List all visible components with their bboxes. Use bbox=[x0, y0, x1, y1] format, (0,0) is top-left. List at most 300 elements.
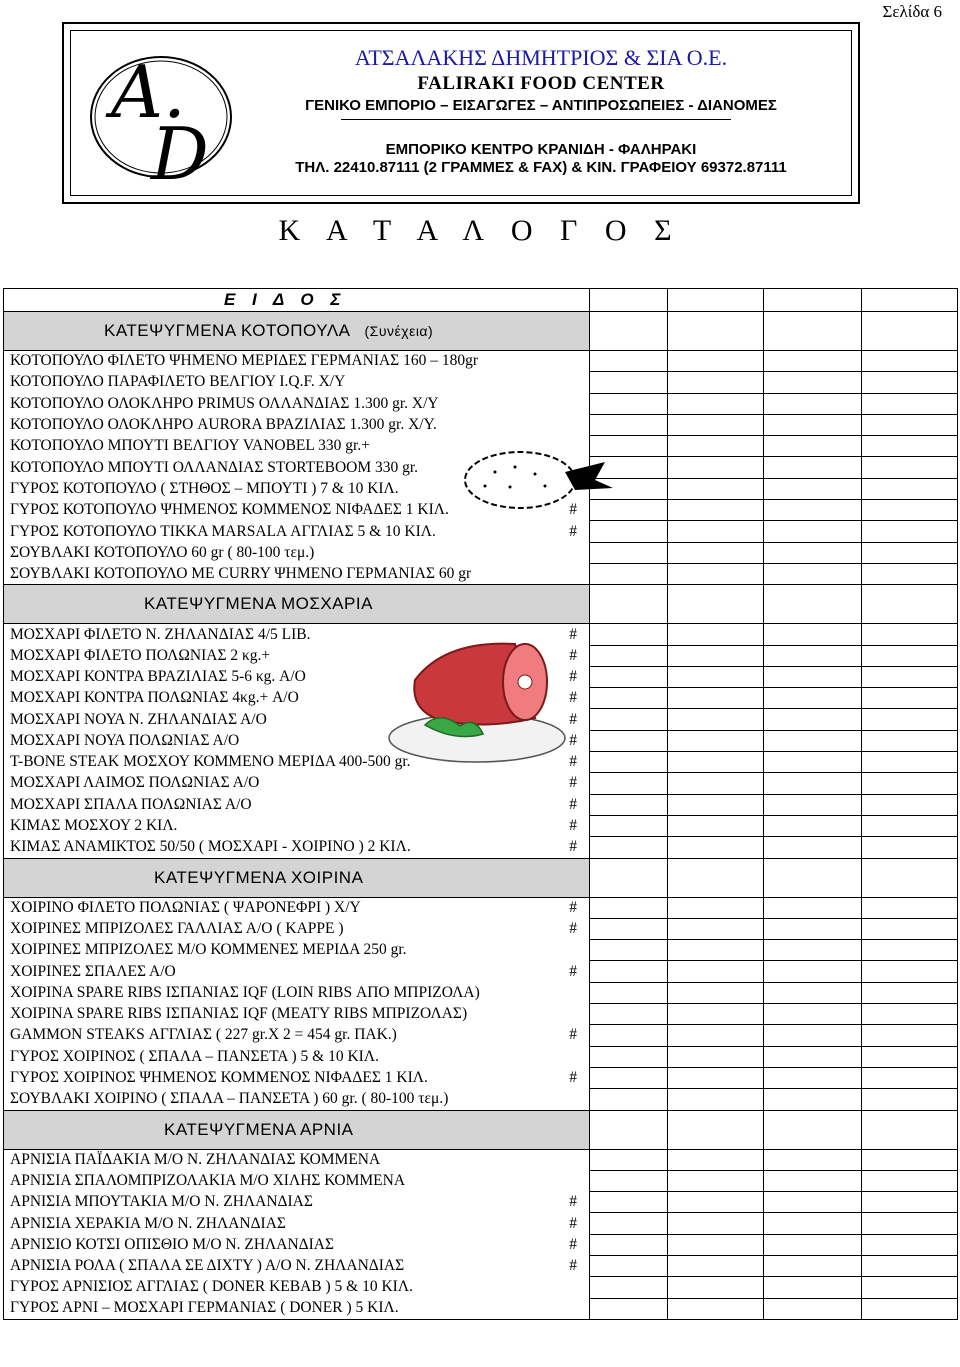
empty-cell bbox=[862, 645, 958, 666]
empty-cell bbox=[590, 289, 668, 312]
empty-cell bbox=[590, 961, 668, 982]
product-row bbox=[4, 1046, 958, 1067]
empty-cell bbox=[590, 1149, 668, 1170]
company-brand: FALIRAKI FOOD CENTER bbox=[417, 73, 665, 94]
product-cell bbox=[4, 1277, 590, 1298]
empty-cell bbox=[590, 688, 668, 709]
empty-cell bbox=[862, 414, 958, 435]
empty-cell bbox=[590, 1067, 668, 1088]
availability-mark: # bbox=[569, 817, 577, 835]
column-header: Ε Ι Δ Ο Σ bbox=[4, 289, 590, 312]
product-row bbox=[4, 414, 958, 435]
product-name: ΚΟΤΟΠΟΥΛΟ ΜΠΟΥΤΙ ΟΛΛΑΝΔΙΑΣ STORTEBOOM 330 gr. bbox=[10, 458, 419, 476]
product-name: ΑΡΝΙΣΙΑ ΧΕΡΑΚΙΑ Μ/Ο Ν. ΖΗΛΑΝΔΙΑΣ bbox=[10, 1214, 286, 1232]
empty-cell bbox=[862, 1298, 958, 1319]
empty-cell bbox=[668, 794, 764, 815]
empty-cell bbox=[764, 858, 862, 897]
empty-cell bbox=[862, 815, 958, 836]
product-name: ΓΥΡΟΣ ΑΡΝΙΣΙΟΣ ΑΓΓΛΙΑΣ ( DONER KEBAB ) 5 & 10 ΚΙΛ. bbox=[10, 1278, 413, 1296]
product-name: ΜΟΣΧΑΡΙ ΝΟΥΑ ΠΟΛΩΝΙΑΣ Α/Ο bbox=[10, 731, 240, 749]
product-row bbox=[4, 1067, 958, 1088]
empty-cell bbox=[764, 1234, 862, 1255]
empty-cell bbox=[668, 372, 764, 393]
product-cell bbox=[4, 521, 590, 542]
empty-cell bbox=[668, 815, 764, 836]
company-address: ΕΜΠΟΡΙΚΟ ΚΕΝΤΡΟ ΚΡΑΝΙΔΗ - ΦΑΛΗΡΑΚΙ bbox=[385, 141, 697, 158]
empty-cell bbox=[862, 1277, 958, 1298]
empty-cell bbox=[668, 752, 764, 773]
empty-cell bbox=[668, 1298, 764, 1319]
section-header-row bbox=[4, 858, 958, 897]
empty-cell bbox=[862, 752, 958, 773]
product-name: ΚΙΜΑΣ ΜΟΣΧΟΥ 2 ΚΙΛ. bbox=[10, 817, 178, 835]
product-row bbox=[4, 815, 958, 836]
empty-cell bbox=[590, 773, 668, 794]
empty-cell bbox=[590, 1046, 668, 1067]
empty-cell bbox=[590, 1110, 668, 1149]
empty-cell bbox=[590, 351, 668, 372]
empty-cell bbox=[668, 1089, 764, 1110]
product-cell bbox=[4, 1089, 590, 1110]
empty-cell bbox=[668, 500, 764, 521]
empty-cell bbox=[862, 457, 958, 478]
product-row bbox=[4, 837, 958, 858]
empty-cell bbox=[668, 709, 764, 730]
empty-cell bbox=[764, 1213, 862, 1234]
product-cell bbox=[4, 837, 590, 858]
empty-cell bbox=[862, 666, 958, 687]
empty-cell bbox=[668, 897, 764, 918]
empty-cell bbox=[764, 436, 862, 457]
empty-cell bbox=[764, 1298, 862, 1319]
product-row bbox=[4, 563, 958, 584]
product-name: ΚΟΤΟΠΟΥΛΟ ΟΛΟΚΛΗΡΟ PRIMUS ΟΛΛΑΝΔΙΑΣ 1.300 gr. Χ/Υ bbox=[10, 394, 439, 412]
product-cell bbox=[4, 563, 590, 584]
availability-mark: # bbox=[569, 1214, 577, 1232]
section-title-text: ΚΑΤΕΨΥΓΜΕΝΑ ΜΟΣΧΑΡΙΑ bbox=[144, 594, 373, 614]
product-cell bbox=[4, 1298, 590, 1319]
availability-mark: # bbox=[569, 838, 577, 856]
empty-cell bbox=[668, 1110, 764, 1149]
empty-cell bbox=[764, 312, 862, 351]
empty-cell bbox=[862, 624, 958, 645]
empty-cell bbox=[590, 1089, 668, 1110]
product-name: ΣΟΥΒΛΑΚΙ ΚΟΤΟΠΟΥΛΟ ΜΕ CURRY ΨΗΜΕΝΟ ΓΕΡΜΑΝΙΑΣ 60 gr bbox=[10, 564, 472, 582]
product-row bbox=[4, 1004, 958, 1025]
section-header-row bbox=[4, 585, 958, 624]
empty-cell bbox=[764, 393, 862, 414]
empty-cell bbox=[590, 837, 668, 858]
empty-cell bbox=[862, 1170, 958, 1191]
empty-cell bbox=[668, 1004, 764, 1025]
availability-mark: # bbox=[569, 774, 577, 792]
empty-cell bbox=[668, 645, 764, 666]
empty-cell bbox=[764, 730, 862, 751]
section-title bbox=[4, 1110, 590, 1149]
empty-cell bbox=[862, 1067, 958, 1088]
empty-cell bbox=[668, 837, 764, 858]
availability-mark: # bbox=[569, 731, 577, 749]
empty-cell bbox=[764, 897, 862, 918]
product-row bbox=[4, 940, 958, 961]
product-name: ΚΟΤΟΠΟΥΛΟ ΠΑΡΑΦΙΛΕΤΟ ΒΕΛΓΙΟΥ I.Q.F. Χ/Υ bbox=[10, 373, 346, 391]
empty-cell bbox=[764, 688, 862, 709]
empty-cell bbox=[590, 521, 668, 542]
empty-cell bbox=[862, 1234, 958, 1255]
product-cell bbox=[4, 1025, 590, 1046]
empty-cell bbox=[764, 542, 862, 563]
company-phones: ΤΗΛ. 22410.87111 (2 ΓΡΑΜΜΕΣ & FAX) & ΚΙΝ. ΓΡΑΦΕΙΟΥ 69372.87111 bbox=[295, 159, 787, 176]
empty-cell bbox=[590, 918, 668, 939]
product-cell bbox=[4, 982, 590, 1003]
empty-cell bbox=[862, 372, 958, 393]
empty-cell bbox=[764, 624, 862, 645]
product-cell bbox=[4, 1067, 590, 1088]
section-title bbox=[4, 585, 590, 624]
empty-cell bbox=[764, 666, 862, 687]
empty-cell bbox=[590, 414, 668, 435]
availability-mark: # bbox=[569, 501, 577, 519]
empty-cell bbox=[862, 500, 958, 521]
empty-cell bbox=[590, 1298, 668, 1319]
empty-cell bbox=[764, 372, 862, 393]
empty-cell bbox=[668, 289, 764, 312]
empty-cell bbox=[764, 940, 862, 961]
section-note: (Συνέχεια) bbox=[364, 323, 434, 339]
product-cell bbox=[4, 794, 590, 815]
product-name: ΚΟΤΟΠΟΥΛΟ ΦΙΛΕΤΟ ΨΗΜΕΝΟ ΜΕΡΙΔΕΣ ΓΕΡΜΑΝΙΑΣ 160 – 180gr bbox=[10, 352, 478, 370]
availability-mark: # bbox=[569, 1257, 577, 1275]
empty-cell bbox=[764, 1170, 862, 1191]
empty-cell bbox=[862, 940, 958, 961]
empty-cell bbox=[764, 1067, 862, 1088]
empty-cell bbox=[862, 1213, 958, 1234]
empty-cell bbox=[764, 521, 862, 542]
section-title bbox=[4, 858, 590, 897]
product-cell bbox=[4, 940, 590, 961]
empty-cell bbox=[668, 624, 764, 645]
empty-cell bbox=[668, 393, 764, 414]
empty-cell bbox=[862, 1255, 958, 1276]
availability-mark: # bbox=[569, 646, 577, 664]
product-row bbox=[4, 1234, 958, 1255]
empty-cell bbox=[764, 351, 862, 372]
availability-mark: # bbox=[569, 962, 577, 980]
empty-cell bbox=[668, 1192, 764, 1213]
product-name: ΣΟΥΒΛΑΚΙ ΧΟΙΡΙΝΟ ( ΣΠΑΛΑ – ΠΑΝΣΕΤΑ ) 60 gr. ( 80-100 τεμ.) bbox=[10, 1090, 449, 1108]
product-name: GAMMON STEAKS ΑΓΓΛΙΑΣ ( 227 gr.Χ 2 = 454 gr. ΠΑΚ.) bbox=[10, 1026, 397, 1044]
product-name: ΓΥΡΟΣ ΧΟΙΡΙΝΟΣ ( ΣΠΑΛΑ – ΠΑΝΣΕΤΑ ) 5 & 10 ΚΙΛ. bbox=[10, 1047, 379, 1065]
letterhead bbox=[62, 22, 860, 204]
product-name: ΑΡΝΙΣΙΑ ΠΑΪΔΑΚΙΑ Μ/Ο Ν. ΖΗΛΑΝΔΙΑΣ ΚΟΜΜΕΝΑ bbox=[10, 1150, 381, 1168]
availability-mark: # bbox=[569, 625, 577, 643]
empty-cell bbox=[862, 289, 958, 312]
empty-cell bbox=[862, 585, 958, 624]
empty-cell bbox=[668, 1213, 764, 1234]
company-activities: ΓΕΝΙΚΟ ΕΜΠΟΡΙΟ – ΕΙΣΑΓΩΓΕΣ – ΑΝΤΙΠΡΟΣΩΠΕΙΕΣ - ΔΙΑΝΟΜΕΣ bbox=[305, 97, 777, 114]
empty-cell bbox=[862, 794, 958, 815]
product-row bbox=[4, 1277, 958, 1298]
empty-cell bbox=[862, 1192, 958, 1213]
empty-cell bbox=[668, 1149, 764, 1170]
empty-cell bbox=[668, 730, 764, 751]
product-name: ΧΟΙΡΙΝΑ SPARE RIBS ΙΣΠΑΝΙΑΣ IQF (MEATY RIBS ΜΠΡΙΖΟΛΑΣ) bbox=[10, 1005, 468, 1023]
availability-mark: # bbox=[569, 1193, 577, 1211]
empty-cell bbox=[862, 858, 958, 897]
section-header-row bbox=[4, 312, 958, 351]
section-title-text: ΚΑΤΕΨΥΓΜΕΝΑ ΧΟΙΡΙΝΑ bbox=[154, 867, 364, 887]
product-row bbox=[4, 773, 958, 794]
header-rule bbox=[341, 119, 731, 120]
empty-cell bbox=[862, 312, 958, 351]
availability-mark: # bbox=[569, 795, 577, 813]
empty-cell bbox=[764, 961, 862, 982]
empty-cell bbox=[590, 858, 668, 897]
empty-cell bbox=[590, 1170, 668, 1191]
empty-cell bbox=[862, 837, 958, 858]
page-number: Σελίδα 6 bbox=[882, 2, 942, 21]
product-name: T-BONE STEAK ΜΟΣΧΟΥ ΚΟΜΜΕΝΟ ΜΕΡΙΔΑ 400-500 gr. bbox=[10, 753, 411, 771]
empty-cell bbox=[668, 1234, 764, 1255]
product-cell bbox=[4, 393, 590, 414]
empty-cell bbox=[764, 1277, 862, 1298]
empty-cell bbox=[590, 1192, 668, 1213]
availability-mark: # bbox=[569, 1235, 577, 1253]
empty-cell bbox=[668, 585, 764, 624]
empty-cell bbox=[590, 815, 668, 836]
product-cell bbox=[4, 961, 590, 982]
empty-cell bbox=[862, 688, 958, 709]
logo-letter-d: D bbox=[151, 112, 209, 189]
product-row bbox=[4, 1025, 958, 1046]
product-cell bbox=[4, 542, 590, 563]
empty-cell bbox=[764, 1004, 862, 1025]
empty-cell bbox=[862, 436, 958, 457]
product-name: ΓΥΡΟΣ ΚΟΤΟΠΟΥΛΟ ( ΣΤΗΘΟΣ – ΜΠΟΥΤΙ ) 7 & 10 ΚΙΛ. bbox=[10, 479, 399, 497]
chicken-illustration bbox=[455, 442, 615, 517]
product-row bbox=[4, 918, 958, 939]
empty-cell bbox=[862, 351, 958, 372]
product-cell bbox=[4, 1149, 590, 1170]
product-name: ΧΟΙΡΙΝΟ ΦΙΛΕΤΟ ΠΟΛΩΝΙΑΣ ( ΨΑΡΟΝΕΦΡΙ ) Χ/Υ bbox=[10, 898, 361, 916]
empty-cell bbox=[764, 752, 862, 773]
empty-cell bbox=[668, 1067, 764, 1088]
section-title-text: ΚΑΤΕΨΥΓΜΕΝΑ ΚΟΤΟΠΟΥΛΑ bbox=[104, 321, 351, 340]
empty-cell bbox=[590, 1277, 668, 1298]
empty-cell bbox=[764, 1025, 862, 1046]
empty-cell bbox=[668, 351, 764, 372]
empty-cell bbox=[764, 918, 862, 939]
product-name: ΓΥΡΟΣ ΑΡΝΙ – ΜΟΣΧΑΡΙ ΓΕΡΜΑΝΙΑΣ ( DONER ) 5 ΚΙΛ. bbox=[10, 1299, 399, 1317]
empty-cell bbox=[590, 372, 668, 393]
product-name: ΧΟΙΡΙΝΑ SPARE RIBS ΙΣΠΑΝΙΑΣ IQF (LOIN RIBS ΑΠΟ ΜΠΡΙΖΟΛΑ) bbox=[10, 983, 480, 1001]
availability-mark: # bbox=[569, 919, 577, 937]
product-row bbox=[4, 1170, 958, 1191]
empty-cell bbox=[668, 436, 764, 457]
product-cell bbox=[4, 815, 590, 836]
product-row bbox=[4, 393, 958, 414]
product-cell bbox=[4, 1192, 590, 1213]
empty-cell bbox=[590, 1234, 668, 1255]
product-name: ΣΟΥΒΛΑΚΙ ΚΟΤΟΠΟΥΛΟ 60 gr ( 80-100 τεμ.) bbox=[10, 543, 315, 561]
empty-cell bbox=[862, 730, 958, 751]
company-name: ΑΤΣΑΛΑΚΗΣ ΔΗΜΗΤΡΙΟΣ & ΣΙΑ Ο.Ε. bbox=[354, 45, 728, 70]
product-name: ΜΟΣΧΑΡΙ ΚΟΝΤΡΑ ΠΟΛΩΝΙΑΣ 4κg.+ Α/Ο bbox=[10, 689, 299, 707]
product-name: ΚΙΜΑΣ ΑΝΑΜΙΚΤΟΣ 50/50 ( ΜΟΣΧΑΡΙ - ΧΟΙΡΙΝΟ ) 2 ΚΙΛ. bbox=[10, 838, 411, 856]
empty-cell bbox=[590, 393, 668, 414]
empty-cell bbox=[862, 918, 958, 939]
empty-cell bbox=[862, 773, 958, 794]
empty-cell bbox=[862, 961, 958, 982]
empty-cell bbox=[764, 1255, 862, 1276]
ham-illustration bbox=[385, 630, 570, 765]
product-cell bbox=[4, 414, 590, 435]
product-name: ΜΟΣΧΑΡΙ ΦΙΛΕΤΟ Ν. ΖΗΛΑΝΔΙΑΣ 4/5 LIB. bbox=[10, 625, 311, 643]
product-name: ΜΟΣΧΑΡΙ ΣΠΑΛΑ ΠΟΛΩΝΙΑΣ Α/Ο bbox=[10, 795, 252, 813]
product-row bbox=[4, 1192, 958, 1213]
empty-cell bbox=[764, 1192, 862, 1213]
empty-cell bbox=[668, 1170, 764, 1191]
empty-cell bbox=[590, 897, 668, 918]
product-cell bbox=[4, 351, 590, 372]
empty-cell bbox=[668, 918, 764, 939]
product-name: ΚΟΤΟΠΟΥΛΟ ΟΛΟΚΛΗΡΟ AURORA ΒΡΑΖΙΛΙΑΣ 1.300 gr. Χ/Υ. bbox=[10, 416, 437, 434]
empty-cell bbox=[590, 730, 668, 751]
section-title bbox=[4, 312, 590, 351]
product-name: ΜΟΣΧΑΡΙ ΛΑΙΜΟΣ ΠΟΛΩΝΙΑΣ Α/Ο bbox=[10, 774, 260, 792]
product-name: ΓΥΡΟΣ ΧΟΙΡΙΝΟΣ ΨΗΜΕΝΟΣ ΚΟΜΜΕΝΟΣ ΝΙΦΑΔΕΣ 1 ΚΙΛ. bbox=[10, 1069, 428, 1087]
empty-cell bbox=[862, 1025, 958, 1046]
empty-cell bbox=[590, 752, 668, 773]
product-name: ΜΟΣΧΑΡΙ ΚΟΝΤΡΑ ΒΡΑΖΙΛΙΑΣ 5-6 κg. Α/Ο bbox=[10, 668, 306, 685]
empty-cell bbox=[668, 688, 764, 709]
availability-mark: # bbox=[569, 710, 577, 728]
empty-cell bbox=[764, 815, 862, 836]
product-row bbox=[4, 1089, 958, 1110]
empty-cell bbox=[862, 1004, 958, 1025]
catalog-title: Κ Α Τ Α Λ Ο Γ Ο Σ bbox=[278, 214, 682, 247]
column-header-row bbox=[4, 289, 958, 312]
product-row bbox=[4, 961, 958, 982]
empty-cell bbox=[668, 521, 764, 542]
empty-cell bbox=[668, 457, 764, 478]
empty-cell bbox=[764, 1046, 862, 1067]
product-name: ΚΟΤΟΠΟΥΛΟ ΜΠΟΥΤΙ ΒΕΛΓΙΟΥ VANOBEL 330 gr.+ bbox=[10, 437, 370, 455]
empty-cell bbox=[764, 414, 862, 435]
empty-cell bbox=[764, 1149, 862, 1170]
product-cell bbox=[4, 1004, 590, 1025]
product-row bbox=[4, 372, 958, 393]
empty-cell bbox=[764, 289, 862, 312]
empty-cell bbox=[668, 858, 764, 897]
empty-cell bbox=[764, 773, 862, 794]
empty-cell bbox=[668, 312, 764, 351]
empty-cell bbox=[668, 982, 764, 1003]
empty-cell bbox=[590, 645, 668, 666]
product-row bbox=[4, 1298, 958, 1319]
section-header-row bbox=[4, 1110, 958, 1149]
empty-cell bbox=[862, 393, 958, 414]
product-name: ΜΟΣΧΑΡΙ ΝΟΥΑ Ν. ΖΗΛΑΝΔΙΑΣ Α/Ο bbox=[10, 710, 267, 728]
product-name: ΧΟΙΡΙΝΕΣ ΜΠΡΙΖΟΛΕΣ Μ/Ο ΚΟΜΜΕΝΕΣ ΜΕΡΙΔΑ 250 gr. bbox=[10, 941, 407, 959]
empty-cell bbox=[590, 709, 668, 730]
empty-cell bbox=[764, 1110, 862, 1149]
logo-letter-a: A. bbox=[111, 50, 186, 134]
product-row bbox=[4, 897, 958, 918]
availability-mark: # bbox=[569, 668, 577, 685]
empty-cell bbox=[862, 897, 958, 918]
empty-cell bbox=[862, 478, 958, 499]
empty-cell bbox=[862, 1110, 958, 1149]
section-title-text: ΚΑΤΕΨΥΓΜΕΝΑ ΑΡΝΙΑ bbox=[164, 1119, 354, 1139]
product-name: ΓΥΡΟΣ ΚΟΤΟΠΟΥΛΟ ΨΗΜΕΝΟΣ ΚΟΜΜΕΝΟΣ ΝΙΦΑΔΕΣ 1 ΚΙΛ. bbox=[10, 501, 449, 519]
product-name: ΧΟΙΡΙΝΕΣ ΜΠΡΙΖΟΛΕΣ ΓΑΛΛΙΑΣ Α/Ο ( ΚΑΡΡΕ ) bbox=[10, 919, 344, 937]
availability-mark: # bbox=[569, 753, 577, 771]
empty-cell bbox=[764, 837, 862, 858]
product-name: ΑΡΝΙΣΙΑ ΣΠΑΛΟΜΠΡΙΖΟΛΑΚΙΑ Μ/Ο ΧΙΛΗΣ ΚΟΜΜΕΝΑ bbox=[10, 1171, 406, 1189]
empty-cell bbox=[590, 666, 668, 687]
product-cell bbox=[4, 918, 590, 939]
product-name: ΜΟΣΧΑΡΙ ΦΙΛΕΤΟ ΠΟΛΩΝΙΑΣ 2 κg.+ bbox=[10, 646, 271, 664]
empty-cell bbox=[590, 1255, 668, 1276]
empty-cell bbox=[668, 563, 764, 584]
empty-cell bbox=[862, 709, 958, 730]
empty-cell bbox=[590, 585, 668, 624]
empty-cell bbox=[590, 312, 668, 351]
product-row bbox=[4, 1255, 958, 1276]
product-row bbox=[4, 521, 958, 542]
empty-cell bbox=[668, 414, 764, 435]
availability-mark: # bbox=[569, 689, 577, 707]
empty-cell bbox=[862, 521, 958, 542]
availability-mark: # bbox=[569, 898, 577, 916]
product-row bbox=[4, 794, 958, 815]
product-name: ΑΡΝΙΣΙΑ ΜΠΟΥΤΑΚΙΑ Μ/Ο Ν. ΖΗΛΑΝΔΙΑΣ bbox=[10, 1193, 313, 1211]
empty-cell bbox=[862, 1089, 958, 1110]
product-row bbox=[4, 982, 958, 1003]
empty-cell bbox=[590, 940, 668, 961]
empty-cell bbox=[590, 542, 668, 563]
empty-cell bbox=[668, 666, 764, 687]
letterhead-inner-frame bbox=[70, 30, 852, 196]
empty-cell bbox=[862, 1046, 958, 1067]
product-row bbox=[4, 542, 958, 563]
empty-cell bbox=[590, 982, 668, 1003]
empty-cell bbox=[764, 645, 862, 666]
product-cell bbox=[4, 1046, 590, 1067]
empty-cell bbox=[590, 624, 668, 645]
product-row bbox=[4, 351, 958, 372]
empty-cell bbox=[668, 1277, 764, 1298]
availability-mark: # bbox=[569, 1026, 577, 1044]
product-cell bbox=[4, 372, 590, 393]
product-name: ΑΡΝΙΣΙΑ ΡΟΛΑ ( ΣΠΑΛΑ ΣΕ ΔΙΧΤΥ ) Α/Ο Ν. ΖΗΛΑΝΔΙΑΣ bbox=[10, 1257, 405, 1275]
product-cell bbox=[4, 1170, 590, 1191]
availability-mark: # bbox=[569, 1069, 577, 1087]
empty-cell bbox=[862, 982, 958, 1003]
empty-cell bbox=[764, 982, 862, 1003]
empty-cell bbox=[590, 1004, 668, 1025]
empty-cell bbox=[764, 585, 862, 624]
empty-cell bbox=[668, 1025, 764, 1046]
product-cell bbox=[4, 897, 590, 918]
product-name: ΓΥΡΟΣ ΚΟΤΟΠΟΥΛΟ ΤΙΚΚΑ MARSALA ΑΓΓΛΙΑΣ 5 & 10 ΚΙΛ. bbox=[10, 522, 436, 540]
empty-cell bbox=[764, 457, 862, 478]
empty-cell bbox=[668, 773, 764, 794]
empty-cell bbox=[764, 709, 862, 730]
product-row bbox=[4, 1149, 958, 1170]
product-cell bbox=[4, 1234, 590, 1255]
